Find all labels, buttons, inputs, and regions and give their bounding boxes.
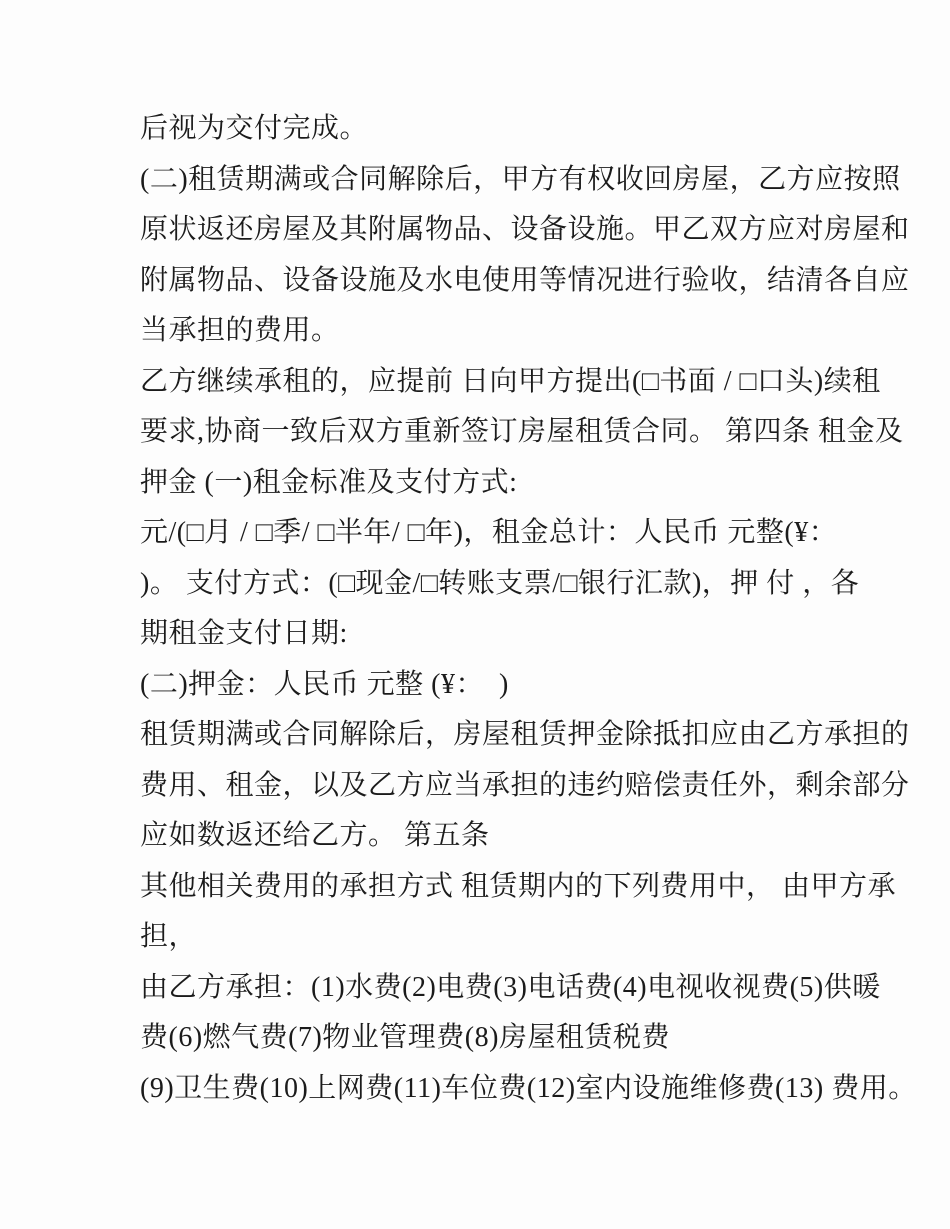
text-line: 原状返还房屋及其附属物品、设备设施。甲乙双方应对房屋和 [140, 214, 910, 245]
text-line: 当承担的费用。 [140, 315, 340, 346]
text-line: 由乙方承担：(1)水费(2)电费(3)电话费(4)电视收视费(5)供暖 [140, 971, 881, 1003]
text-line: (二)租赁期满或合同解除后，甲方有权收回房屋，乙方应按照 [140, 163, 901, 195]
text-line: 附属物品、设备设施及水电使用等情况进行验收，结清各自应 [140, 264, 910, 296]
text-line: 乙方继续承租的，应提前 日向甲方提出(□书面 / □口头)续租 [140, 365, 881, 397]
text-line: )。 支付方式：(□现金/□转账支票/□银行汇款)，押 付 ，各 [140, 567, 860, 599]
text-line: 元/(□月 / □季/ □半年/ □年)，租金总计：人民币 元整(¥： [140, 517, 838, 548]
text-line: 后视为交付完成。 [140, 113, 369, 144]
text-line: 费(6)燃气费(7)物业管理费(8)房屋租赁税费 [140, 1022, 670, 1053]
text-line: 费用、租金，以及乙方应当承担的违约赔偿责任外，剩余部分 [140, 769, 910, 801]
text-line: 应如数返还给乙方。 第五条 [140, 820, 490, 851]
text-line: 租赁期满或合同解除后，房屋租赁押金除抵扣应由乙方承担的 [140, 719, 910, 750]
text-line: (9)卫生费(10)上网费(11)车位费(12)室内设施维修费(13) 费用。 [140, 1072, 917, 1104]
text-line: 押金 (一)租金标准及支付方式: [140, 466, 518, 498]
text-line: 要求,协商一致后双方重新签订房屋租赁合同。 第四条 租金及 [140, 416, 904, 447]
text-line: (二)押金：人民币 元整 (¥： ) [140, 668, 509, 700]
text-line: 担， [140, 921, 198, 952]
contract-text-block [140, 104, 917, 1114]
text-line: 期租金支付日期: [140, 618, 348, 649]
text-line: 其他相关费用的承担方式 租赁期内的下列费用中， 由甲方承 [140, 870, 897, 902]
